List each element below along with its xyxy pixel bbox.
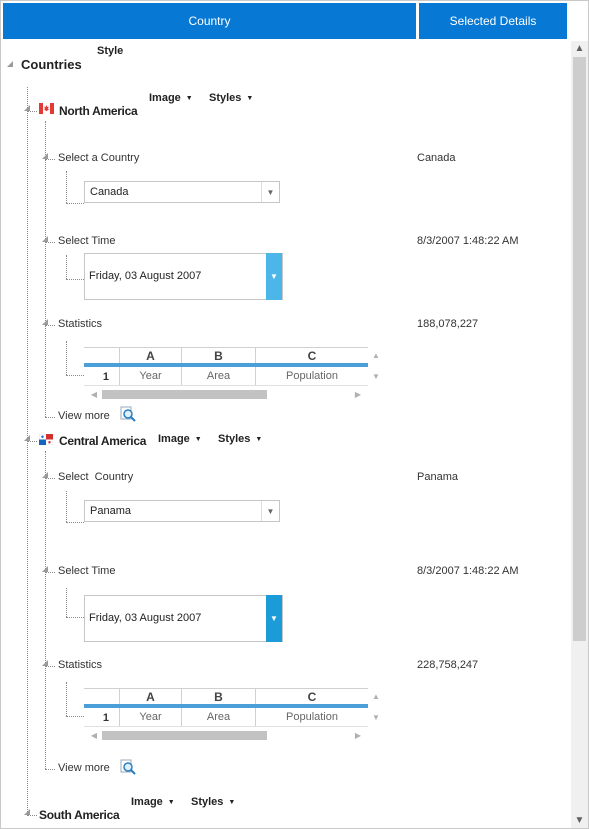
expand-triangle-icon[interactable] bbox=[42, 236, 48, 242]
grid-cell-year[interactable]: Year bbox=[119, 708, 181, 726]
dropdown-caret-icon: ▼ bbox=[255, 436, 263, 443]
grid-column-a[interactable]: A bbox=[119, 348, 181, 363]
grid-cell-year[interactable]: Year bbox=[119, 367, 181, 385]
grid-column-b[interactable]: B bbox=[181, 689, 255, 704]
ca-statistics-grid[interactable] bbox=[84, 688, 384, 746]
dropdown-caret-icon: ▼ bbox=[228, 799, 236, 806]
grid-cell-area[interactable]: Area bbox=[181, 367, 255, 385]
grid-cell-population[interactable]: Population bbox=[255, 708, 368, 726]
na-statistics-label: Statistics bbox=[58, 318, 103, 330]
sa-image-menu[interactable] bbox=[131, 796, 175, 808]
north-america-node-title: North America bbox=[59, 104, 138, 118]
zoom-magnifier-icon[interactable] bbox=[120, 759, 136, 775]
grid-scroll-down-icon[interactable]: ▼ bbox=[372, 712, 380, 722]
chevron-down-icon[interactable]: ▼ bbox=[261, 182, 279, 202]
grid-scroll-left-icon[interactable]: ◀ bbox=[90, 389, 98, 399]
expand-triangle-icon[interactable] bbox=[7, 61, 13, 67]
ca-select-country-label: Select Country bbox=[58, 471, 134, 483]
grid-row-number: 1 bbox=[102, 370, 109, 383]
ca-country-combobox-value: Panama bbox=[90, 505, 131, 517]
grid-scroll-right-icon[interactable]: ▶ bbox=[354, 389, 362, 399]
grid-cell-population[interactable]: Population bbox=[255, 367, 368, 385]
expand-triangle-icon[interactable] bbox=[24, 809, 30, 815]
grid-column-c[interactable]: C bbox=[255, 348, 368, 363]
grid-scroll-thumb[interactable] bbox=[102, 390, 267, 399]
na-view-more-link[interactable]: View more bbox=[58, 410, 110, 422]
grid-scroll-left-icon[interactable]: ◀ bbox=[90, 730, 98, 740]
na-selected-country-detail: Canada bbox=[417, 152, 456, 164]
column-header-country-label: Country bbox=[188, 14, 231, 28]
ca-time-detail: 8/3/2007 1:48:22 AM bbox=[417, 565, 519, 577]
ca-date-picker[interactable] bbox=[84, 595, 283, 642]
na-select-country-label: Select a Country bbox=[58, 152, 140, 164]
grid-scroll-right-icon[interactable]: ▶ bbox=[354, 730, 362, 740]
grid-header-row bbox=[84, 347, 368, 367]
na-image-menu[interactable] bbox=[149, 92, 193, 104]
column-header-selected-details[interactable] bbox=[419, 3, 567, 39]
grid-scroll-up-icon[interactable]: ▲ bbox=[372, 691, 380, 701]
dropdown-caret-icon: ▼ bbox=[185, 95, 193, 102]
ca-view-more-link[interactable]: View more bbox=[58, 762, 110, 774]
grid-row-number: 1 bbox=[102, 711, 109, 724]
scroll-down-arrow-icon[interactable]: ▼ bbox=[574, 815, 585, 826]
grid-vertical-scrollbar[interactable] bbox=[370, 688, 382, 727]
ca-image-menu[interactable] bbox=[158, 433, 202, 445]
zoom-magnifier-icon[interactable] bbox=[120, 406, 136, 422]
ca-country-combobox[interactable] bbox=[84, 500, 280, 522]
dropdown-caret-icon: ▼ bbox=[194, 436, 202, 443]
ca-styles-menu[interactable] bbox=[218, 433, 262, 445]
na-styles-menu[interactable] bbox=[209, 92, 253, 104]
expand-triangle-icon[interactable] bbox=[24, 435, 30, 441]
column-header-country[interactable] bbox=[3, 3, 416, 39]
na-image-menu-label: Image bbox=[149, 92, 181, 104]
na-styles-menu-label: Styles bbox=[209, 92, 242, 104]
table-row[interactable] bbox=[84, 367, 368, 386]
sa-styles-menu-label: Styles bbox=[191, 796, 224, 808]
grid-header-row bbox=[84, 688, 368, 708]
grid-column-c[interactable]: C bbox=[255, 689, 368, 704]
na-statistics-grid[interactable] bbox=[84, 347, 384, 405]
na-country-combobox[interactable] bbox=[84, 181, 280, 203]
dropdown-caret-icon: ▼ bbox=[246, 95, 254, 102]
na-time-detail: 8/3/2007 1:48:22 AM bbox=[417, 235, 519, 247]
chevron-down-icon[interactable]: ▼ bbox=[261, 501, 279, 521]
na-date-picker[interactable] bbox=[84, 253, 283, 300]
grid-cell-area[interactable]: Area bbox=[181, 708, 255, 726]
grid-vertical-scrollbar[interactable] bbox=[370, 347, 382, 386]
na-country-combobox-value: Canada bbox=[90, 186, 129, 198]
ca-statistics-label: Statistics bbox=[58, 659, 103, 671]
grid-scroll-up-icon[interactable]: ▲ bbox=[372, 350, 380, 360]
vertical-scrollbar[interactable] bbox=[571, 41, 588, 828]
grid-column-a[interactable]: A bbox=[119, 689, 181, 704]
ca-selected-country-detail: Panama bbox=[417, 471, 458, 483]
scrollbar-thumb[interactable] bbox=[573, 57, 586, 641]
grid-scroll-thumb[interactable] bbox=[102, 731, 267, 740]
grid-horizontal-scrollbar[interactable] bbox=[84, 388, 368, 400]
sa-styles-menu[interactable] bbox=[191, 796, 235, 808]
scroll-up-arrow-icon[interactable]: ▲ bbox=[574, 43, 585, 54]
table-row[interactable] bbox=[84, 708, 368, 727]
grid-column-b[interactable]: B bbox=[181, 348, 255, 363]
panama-flag-icon bbox=[39, 434, 53, 445]
grid-horizontal-scrollbar[interactable] bbox=[84, 729, 368, 741]
central-america-node-title: Central America bbox=[59, 434, 147, 448]
expand-triangle-icon[interactable] bbox=[24, 105, 30, 111]
canada-flag-icon bbox=[39, 103, 54, 114]
na-select-time-label: Select Time bbox=[58, 235, 116, 247]
calendar-dropdown-icon[interactable]: ▼ bbox=[266, 253, 282, 300]
ca-image-menu-label: Image bbox=[158, 433, 190, 445]
expand-triangle-icon[interactable] bbox=[42, 566, 48, 572]
south-america-node-title: South America bbox=[39, 808, 120, 822]
dropdown-caret-icon: ▼ bbox=[167, 799, 175, 806]
root-style-menu[interactable]: Style bbox=[97, 45, 124, 57]
expand-triangle-icon[interactable] bbox=[42, 472, 48, 478]
ca-statistics-detail: 228,758,247 bbox=[417, 659, 479, 671]
expand-triangle-icon[interactable] bbox=[42, 660, 48, 666]
ca-styles-menu-label: Styles bbox=[218, 433, 251, 445]
root-node-title: Countries bbox=[21, 57, 82, 72]
calendar-dropdown-icon[interactable]: ▼ bbox=[266, 595, 282, 642]
sa-image-menu-label: Image bbox=[131, 796, 163, 808]
ca-date-picker-value: Friday, 03 August 2007 bbox=[89, 612, 202, 624]
grid-scroll-down-icon[interactable]: ▼ bbox=[372, 371, 380, 381]
column-header-details-label: Selected Details bbox=[449, 14, 537, 28]
expand-triangle-icon[interactable] bbox=[42, 153, 48, 159]
ca-select-time-label: Select Time bbox=[58, 565, 116, 577]
na-date-picker-value: Friday, 03 August 2007 bbox=[89, 270, 202, 282]
na-statistics-detail: 188,078,227 bbox=[417, 318, 479, 330]
expand-triangle-icon[interactable] bbox=[42, 319, 48, 325]
